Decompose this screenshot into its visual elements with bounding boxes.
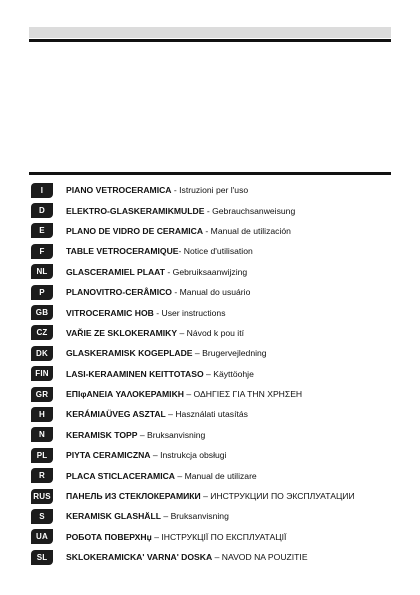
separator: – <box>137 429 148 440</box>
instructions-label: Bruksanvisning <box>170 511 229 522</box>
product-name: SKLOKERAMICKA' VARNA' DOSKA <box>66 552 213 563</box>
language-badge: NL <box>31 264 53 279</box>
instructions-label: ІНСТРУКЦІЇ ПО ЕКСПЛУАТАЦІЇ <box>161 531 287 542</box>
separator: – <box>150 450 161 461</box>
product-name: TABLE VETROCERAMIQUE <box>66 246 179 257</box>
language-text <box>66 369 254 379</box>
header-rule <box>29 39 391 42</box>
language-badge: I <box>31 183 53 198</box>
product-name: VITROCERAMIC HOB <box>66 307 154 318</box>
language-text <box>66 226 291 236</box>
product-name: KERAMISK TOPP <box>66 429 138 440</box>
language-badge: FIN <box>31 366 53 381</box>
section-rule <box>29 172 391 175</box>
product-name: KERAMISK GLASHÄLL <box>66 511 162 522</box>
language-row <box>31 527 393 547</box>
separator: – <box>212 552 222 563</box>
language-text <box>66 471 257 481</box>
language-row <box>31 302 393 322</box>
separator: – <box>151 531 162 542</box>
product-name: ELEKTRO-GLASKERAMIKMULDE <box>66 205 205 216</box>
language-row <box>31 486 393 506</box>
instructions-label: NAVOD NA POUZITIE <box>221 552 308 563</box>
separator: – <box>192 348 203 359</box>
separator: – <box>161 511 171 522</box>
instructions-label: Gebrauchsanweisung <box>212 205 296 216</box>
separator: - <box>172 287 180 298</box>
language-row <box>31 404 393 424</box>
language-row <box>31 506 393 526</box>
instructions-label: Manual de utilizare <box>184 470 257 481</box>
separator: – <box>200 491 211 502</box>
instructions-label: Käyttöohje <box>213 368 254 379</box>
language-list <box>31 180 393 567</box>
language-text <box>66 511 229 521</box>
language-row <box>31 180 393 200</box>
separator: - <box>153 307 162 318</box>
language-text <box>66 409 248 419</box>
language-text <box>66 450 226 460</box>
product-name: LASI-KERAAMINEN KEITTOTASO <box>66 368 204 379</box>
product-name: PLANOVITRO-CERÂMICO <box>66 287 172 298</box>
instructions-label: Manual do usuário <box>179 287 251 298</box>
product-name: ΕΠΙφΑΝΕΙΑ ΥΑΛΟΚΕΡΑΜΙΚΗ <box>66 389 184 400</box>
language-text <box>66 389 302 399</box>
language-text <box>66 206 295 216</box>
language-text <box>66 328 244 338</box>
product-name: VAŘIE ZE SKLOKERAMIKY <box>66 327 178 338</box>
language-badge: P <box>31 285 53 300</box>
language-badge: N <box>31 427 53 442</box>
language-row <box>31 364 393 384</box>
language-text <box>66 267 247 277</box>
language-badge: R <box>31 468 53 483</box>
product-name: РОБОТА ПОВЕРХНџ <box>66 531 152 542</box>
separator: – <box>177 327 187 338</box>
product-name: PIANO VETROCERAMICA <box>66 185 172 196</box>
instructions-label: Istruzioni per l'uso <box>179 185 249 196</box>
product-name: GLASCERAMIEL PLAAT <box>66 266 165 277</box>
instructions-label: Manual de utilización <box>210 225 291 236</box>
language-row <box>31 200 393 220</box>
language-badge: SL <box>31 550 53 565</box>
separator: - <box>204 205 213 216</box>
instructions-label: ΟΔΗΓΙΕΣ ΓΙΑ ΤΗΝ ΧΡΗΣΕΗ <box>193 389 303 400</box>
language-badge: CZ <box>31 325 53 340</box>
product-name: GLASKERAMISK KOGEPLADE <box>66 348 193 359</box>
product-name: PLANO DE VIDRO DE CERAMICA <box>66 225 204 236</box>
language-row <box>31 262 393 282</box>
instructions-label: ИНСТРУКЦИИ ПО ЭКСПЛУАТАЦИИ <box>210 491 355 502</box>
language-badge: F <box>31 244 53 259</box>
separator: – <box>175 470 185 481</box>
language-row <box>31 445 393 465</box>
language-row <box>31 282 393 302</box>
language-text <box>66 246 253 256</box>
separator: - <box>203 225 211 236</box>
language-row <box>31 425 393 445</box>
instructions-label: Bruksanvisning <box>147 429 206 440</box>
language-text <box>66 552 308 562</box>
separator: – <box>183 389 194 400</box>
instructions-label: Instrukcja obsługi <box>160 450 227 461</box>
instructions-label: Használati utasítás <box>175 409 248 420</box>
language-badge: GB <box>31 305 53 320</box>
separator: – <box>203 368 214 379</box>
language-badge: DK <box>31 346 53 361</box>
language-text <box>66 532 286 542</box>
language-row <box>31 241 393 261</box>
separator: - <box>171 185 180 196</box>
language-row <box>31 323 393 343</box>
language-row <box>31 221 393 241</box>
language-text <box>66 308 226 318</box>
language-text <box>66 491 355 501</box>
language-row <box>31 343 393 363</box>
product-name: ПАНЕЛЬ ИЗ СТЕКЛОКЕРАМИКИ <box>66 491 201 502</box>
product-name: PIYTA CERAMICZNA <box>66 450 151 461</box>
language-text <box>66 287 250 297</box>
separator: - <box>165 266 173 277</box>
language-badge: RUS <box>31 489 53 504</box>
language-text <box>66 185 248 195</box>
instructions-label: Brugervejledning <box>202 348 267 359</box>
language-row <box>31 465 393 485</box>
product-name: KERÁMIAÜVEG ASZTAL <box>66 409 166 420</box>
language-badge: H <box>31 407 53 422</box>
language-badge: S <box>31 509 53 524</box>
language-badge: E <box>31 223 53 238</box>
language-text <box>66 348 267 358</box>
instructions-label: Návod k pou ití <box>186 327 244 338</box>
language-badge: PL <box>31 448 53 463</box>
header-band <box>29 27 391 38</box>
separator: - <box>178 246 184 257</box>
language-badge: UA <box>31 529 53 544</box>
product-name: PLACA STICLACERAMICA <box>66 470 176 481</box>
language-row <box>31 547 393 567</box>
language-badge: GR <box>31 387 53 402</box>
language-row <box>31 384 393 404</box>
separator: – <box>165 409 176 420</box>
language-badge: D <box>31 203 53 218</box>
instructions-label: User instructions <box>161 307 226 318</box>
language-text <box>66 430 205 440</box>
instructions-label: Gebruiksaanwijzing <box>172 266 248 277</box>
instructions-label: Notice d'utilisation <box>183 246 253 257</box>
